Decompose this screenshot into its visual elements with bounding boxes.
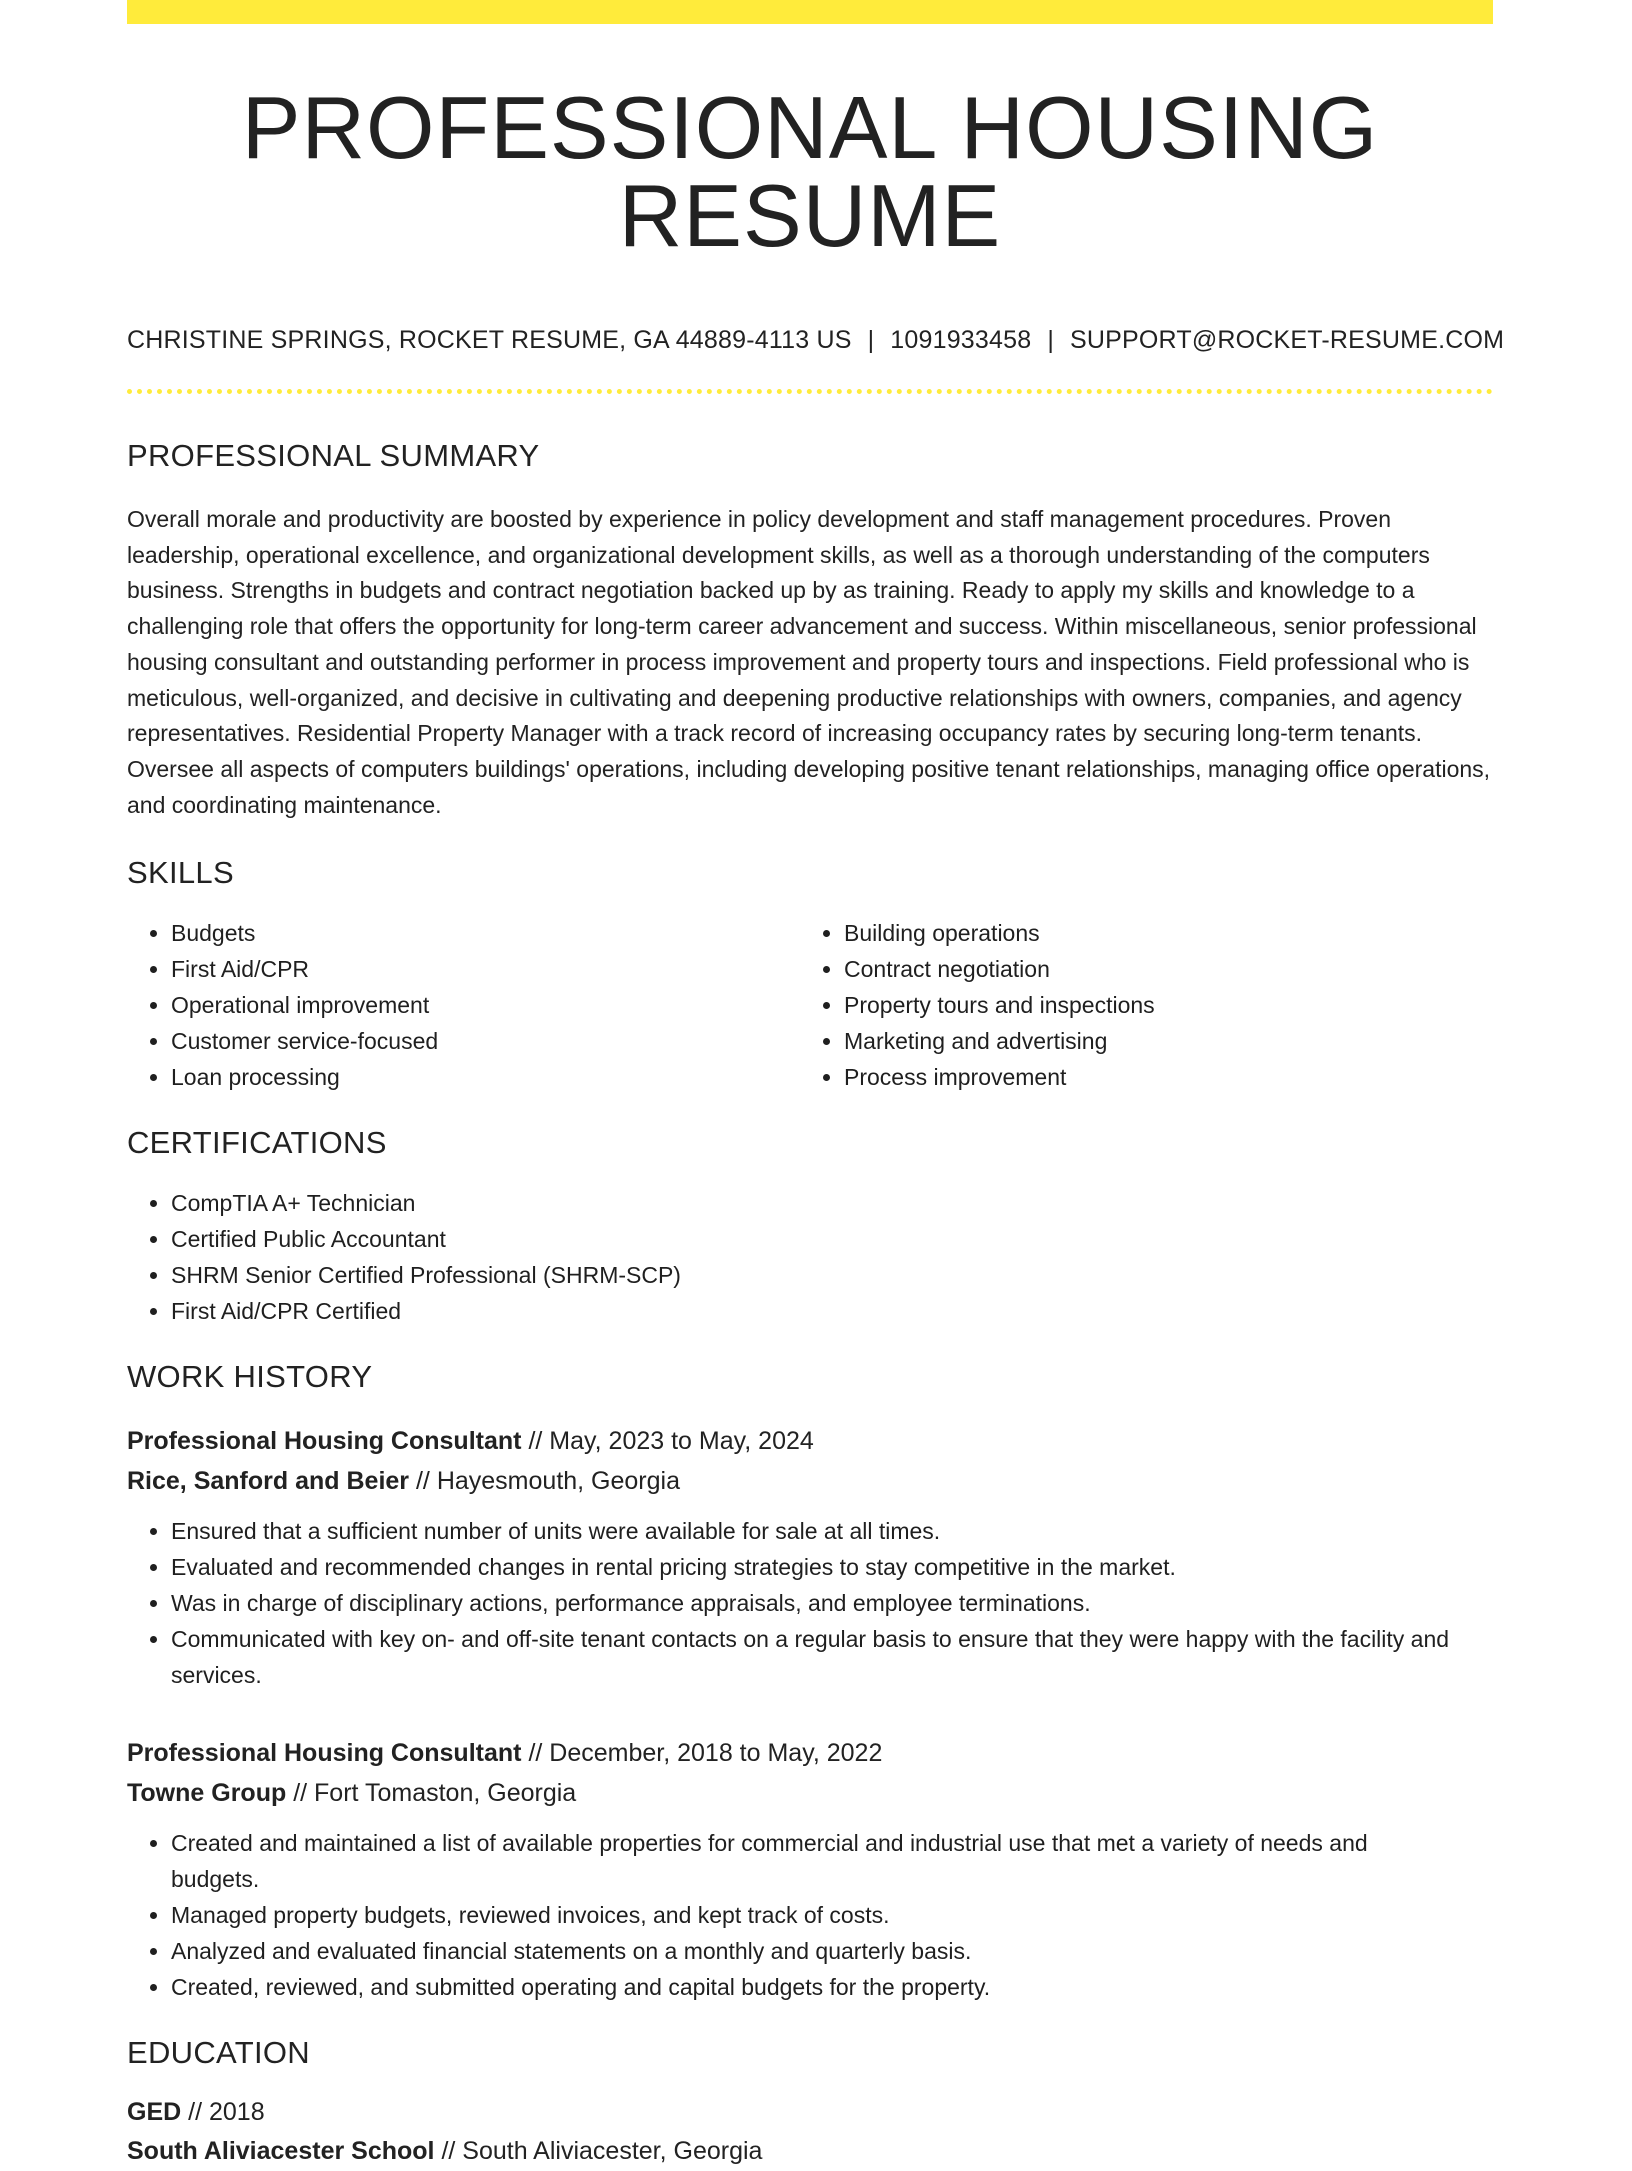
job-company-line (127, 1461, 1493, 1501)
contact-separator: | (867, 326, 875, 354)
skills-columns (127, 915, 1493, 1095)
education-school: South Aliviacester School (127, 2137, 435, 2166)
job-company: Towne Group (127, 1779, 287, 1808)
education-entry (127, 2093, 1493, 2171)
job-dates: // May, 2023 to May, 2024 (528, 1427, 814, 1456)
education-location: // South Aliviacester, Georgia (441, 2137, 763, 2166)
job-responsibilities (127, 1513, 1493, 1693)
resume-page (127, 0, 1505, 2171)
certifications-list (127, 1185, 1493, 1329)
skills-list-left (127, 915, 800, 1095)
certifications-heading: CERTIFICATIONS (127, 1125, 387, 1161)
skills-list-right (800, 915, 1473, 1095)
contact-email: SUPPORT@ROCKET-RESUME.COM (1070, 326, 1505, 354)
skill-item: • Customer service-focused (171, 1023, 800, 1059)
summary-heading: PROFESSIONAL SUMMARY (127, 438, 540, 473)
contact-separator: | (1047, 326, 1055, 354)
skill-item: • First Aid/CPR (171, 951, 800, 987)
job-company-line (127, 1773, 1493, 1813)
job-entry (127, 1733, 1493, 2005)
job-responsibilities (127, 1825, 1493, 2005)
job-location: // Hayesmouth, Georgia (415, 1467, 680, 1496)
job-title-line (127, 1733, 1493, 1773)
responsibility-item: • Evaluated and recommended changes in rental pricing strategies to stay competitive in the market. (171, 1549, 1453, 1585)
skill-item: • Process improvement (844, 1059, 1473, 1095)
responsibility-item: • Communicated with key on- and off-site tenant contacts on a regular basis to ensure that they were happy with the facility and services. (171, 1621, 1453, 1693)
resume-title: PROFESSIONAL HOUSING RESUME (241, 78, 1379, 265)
job-title: Professional Housing Consultant (127, 1427, 522, 1456)
job-entry (127, 1421, 1493, 1693)
responsibility-item: • Created and maintained a list of available properties for commercial and industrial use that met a variety of needs and budgets. (171, 1825, 1453, 1897)
contact-address: CHRISTINE SPRINGS, ROCKET RESUME, GA 44889-4113 US (127, 326, 852, 354)
responsibility-item: • Was in charge of disciplinary actions, performance appraisals, and employee terminations. (171, 1585, 1453, 1621)
education-year: // 2018 (188, 2098, 265, 2127)
job-location: // Fort Tomaston, Georgia (293, 1779, 577, 1808)
skill-item: • Operational improvement (171, 987, 800, 1023)
skills-heading: SKILLS (127, 855, 234, 891)
skill-item: • Marketing and advertising (844, 1023, 1473, 1059)
responsibility-item: • Created, reviewed, and submitted operating and capital budgets for the property. (171, 1969, 1453, 2005)
certification-item: • SHRM Senior Certified Professional (SHRM-SCP) (171, 1257, 1493, 1293)
skill-item: • Property tours and inspections (844, 987, 1473, 1023)
skill-item: • Contract negotiation (844, 951, 1473, 987)
education-school-line (127, 2132, 1493, 2171)
job-company: Rice, Sanford and Beier (127, 1467, 410, 1496)
education-degree: GED (127, 2098, 182, 2127)
job-title-line (127, 1421, 1493, 1461)
dotted-divider (127, 389, 1493, 394)
work-history-heading: WORK HISTORY (127, 1359, 373, 1395)
summary-text: Overall morale and productivity are boosted by experience in policy development and staff management procedures. Proven leadership, operational excellence, and organizational development skills, as well as a thorough understanding of the computers business. Strengths in budgets and contract negotiation backed up by as training. Ready to apply my skills and knowledge to a challenging role that offers the opportunity for long-term career advancement and success. Within miscellaneous, senior professional housing consultant and outstanding performer in process improvement and property tours and inspections. Field professional who is meticulous, well-organized, and decisive in cultivating and deepening productive relationships with owners, companies, and agency representatives. Residential Property Manager with a track record of increasing occupancy rates by securing long-term tenants. Oversee all aspects of computers buildings' operations, including developing positive tenant relationships, managing office operations, and coordinating maintenance. (127, 506, 1491, 818)
skill-item: • Budgets (171, 915, 800, 951)
responsibility-item: • Analyzed and evaluated financial statements on a monthly and quarterly basis. (171, 1933, 1453, 1969)
certification-item: • First Aid/CPR Certified (171, 1293, 1493, 1329)
skill-item: • Building operations (844, 915, 1473, 951)
education-degree-line (127, 2093, 1493, 2132)
education-heading: EDUCATION (127, 2035, 310, 2071)
responsibility-item: • Ensured that a sufficient number of units were available for sale at all times. (171, 1513, 1453, 1549)
certification-item: • CompTIA A+ Technician (171, 1185, 1493, 1221)
job-dates: // December, 2018 to May, 2022 (528, 1739, 883, 1768)
skill-item: • Loan processing (171, 1059, 800, 1095)
contact-phone: 1091933458 (890, 326, 1032, 354)
accent-top-bar (127, 0, 1493, 24)
responsibility-item: • Managed property budgets, reviewed invoices, and kept track of costs. (171, 1897, 1453, 1933)
contact-line (127, 326, 1505, 355)
job-title: Professional Housing Consultant (127, 1739, 522, 1768)
certification-item: • Certified Public Accountant (171, 1221, 1493, 1257)
